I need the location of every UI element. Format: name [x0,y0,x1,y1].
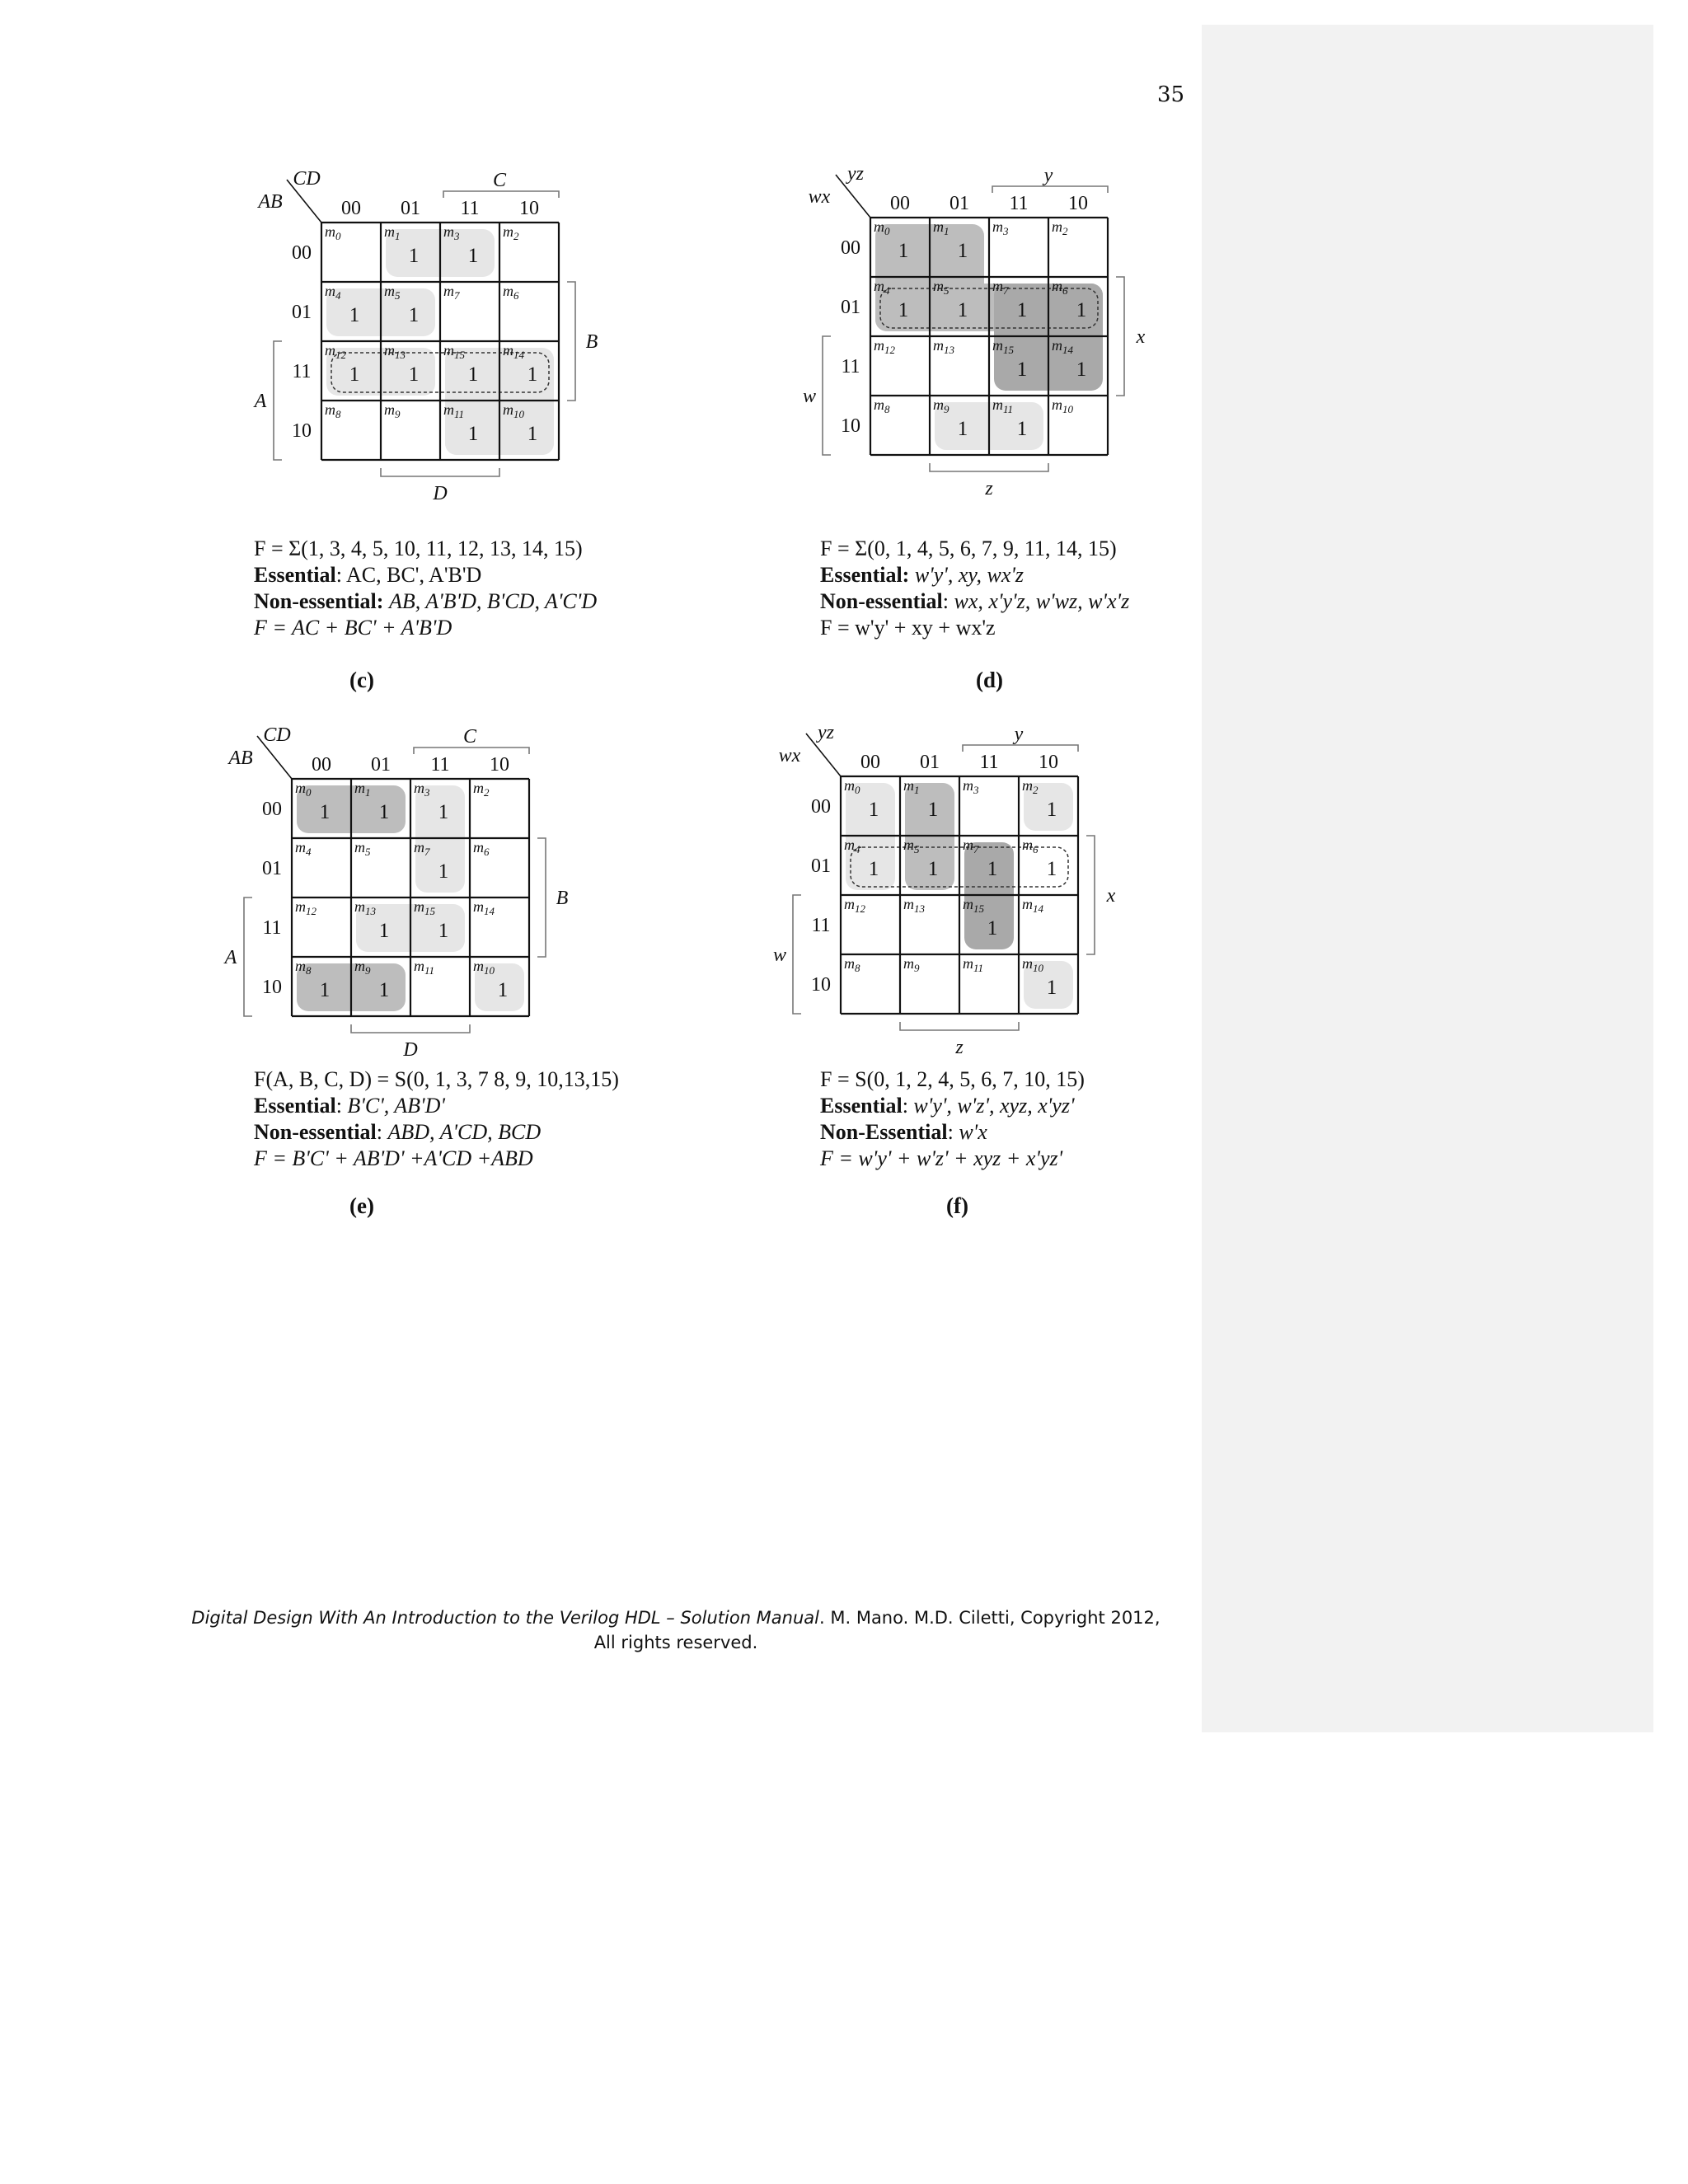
panel-c-col-header-1: 01 [401,198,420,219]
panel-f-formulas [820,1066,1085,1172]
panel-c-minterm-1-1: $m_5$ [384,283,401,302]
panel-d-minterm-1-0: $m_4$ [874,278,890,297]
panel-c-minterm-0-2: $m_3$ [443,223,460,242]
panel-e-row-header-1: 01 [262,858,282,879]
panel-c-line-1: Essential: AC, BC', A'B'D [254,563,482,587]
panel-d-minterm-0-3: $m_2$ [1052,218,1068,237]
panel-f-col-header-3: 10 [1039,752,1058,773]
panel-e-minterm-3-1: $m_9$ [354,958,371,977]
panel-d-cell-value-2-3: 1 [1076,359,1087,381]
panel-f-minterm-0-3: $m_2$ [1022,777,1039,796]
panel-d-row-header-2: 11 [841,356,860,377]
panel-c-line-0: F = Σ(1, 3, 4, 5, 10, 11, 12, 13, 14, 15) [254,537,583,560]
panel-d-row-header-0: 00 [841,237,860,259]
panel-c-minterm-2-2: $m_{15}$ [443,342,465,361]
panel-c-cell-value-1-0: 1 [349,304,360,326]
panel-f-bracket-right [1086,836,1095,954]
panel-f-cell-value-1-3: 1 [1046,858,1057,880]
panel-d-minterm-2-0: $m_{12}$ [874,337,895,356]
panel-c-bracket-left [274,341,282,460]
panel-e-minterm-1-1: $m_5$ [354,839,371,858]
panel-f-line-0: F = S(0, 1, 2, 4, 5, 6, 7, 10, 15) [820,1067,1085,1091]
panel-d-row-var: wx [808,186,831,208]
panel-e-row-header-3: 10 [262,977,282,998]
panel-f-minterm-2-0: $m_{12}$ [844,896,865,915]
panel-d-col-header-3: 10 [1068,193,1088,214]
panel-c-row-header-0: 00 [292,242,312,264]
panel-e-bracket-top [414,748,529,754]
panel-e-bracket-right [537,838,546,957]
footer-rights: All rights reserved. [593,1633,758,1652]
panel-d-bracket-right [1116,277,1124,396]
panel-e-col-header-3: 10 [490,754,509,776]
panel-e-col-header-2: 11 [430,754,450,776]
panel-d-cell-value-1-3: 1 [1076,299,1087,321]
panel-d-minterm-3-2: $m_{11}$ [992,396,1014,415]
panel-f-bracket-top-label: y [1014,724,1024,745]
panel-e-minterm-3-0: $m_8$ [295,958,312,977]
panel-d-cell-value-1-1: 1 [957,299,968,321]
panel-f-minterm-3-3: $m_{10}$ [1022,955,1043,974]
panel-f-row-header-3: 10 [811,974,831,996]
panel-d-minterm-0-2: $m_3$ [992,218,1009,237]
panel-f-minterm-2-1: $m_{13}$ [903,896,925,915]
panel-c-minterm-1-3: $m_6$ [503,283,519,302]
panel-d-bracket-top-label: y [1043,165,1053,186]
panel-d-minterm-0-1: $m_1$ [933,218,950,237]
panel-c-minterm-0-3: $m_2$ [503,223,519,242]
panel-d-minterm-3-1: $m_9$ [933,396,950,415]
panel-f-minterm-0-0: $m_0$ [844,777,860,796]
panel-c-minterm-3-0: $m_8$ [325,401,341,420]
panel-c-minterm-0-1: $m_1$ [384,223,401,242]
panel-d-minterm-2-3: $m_{14}$ [1052,337,1073,356]
panel-e-cell-value-3-1: 1 [378,979,390,1001]
panel-e-cell-value-0-0: 1 [319,801,331,823]
panel-e-cell-value-0-1: 1 [378,801,390,823]
panel-c-row-header-3: 10 [292,420,312,442]
panel-e-col-header-0: 00 [312,754,331,776]
panel-e-row-header-2: 11 [262,917,282,939]
panel-f-row-header-2: 11 [811,915,831,936]
panel-f-row-var: wx [778,745,801,766]
panel-f-row-header-0: 00 [811,796,831,818]
panel-c-cell-value-3-2: 1 [467,423,479,445]
panel-e-line-2: Non-essential: ABD, A'CD, BCD [254,1120,542,1144]
panel-e-minterm-3-2: $m_{11}$ [414,958,435,977]
panel-f-minterm-1-1: $m_5$ [903,837,920,855]
panel-c-row-var: AB [258,191,283,213]
panel-c-bracket-top [443,191,559,198]
page-number: 35 [1157,82,1185,107]
panel-f-bracket-bottom-label: z [955,1037,964,1058]
panel-c-minterm-0-0: $m_0$ [325,223,341,242]
panel-c-minterm-1-0: $m_4$ [325,283,341,302]
panel-d-bracket-right-label: x [1136,326,1146,348]
panel-f-minterm-1-2: $m_7$ [963,837,979,855]
panel-f-col-header-1: 01 [920,752,940,773]
panel-d-col-var: yz [847,163,864,185]
panel-d-cell-value-3-1: 1 [957,418,968,440]
panel-e-row-var: AB [228,748,253,769]
panel-c-minterm-2-0: $m_{12}$ [325,342,346,361]
panel-d-line-1: Essential: w'y', xy, wx'z [820,563,1025,587]
panel-c-col-header-2: 11 [460,198,480,219]
panel-f-line-2: Non-Essential: w'x [820,1120,987,1144]
panel-d-minterm-0-0: $m_0$ [874,218,890,237]
panel-e-line-3: F = B'C' + AB'D' +A'CD +ABD [254,1146,533,1170]
panel-c-bracket-right-label: B [585,331,598,353]
panel-d-minterm-1-2: $m_7$ [992,278,1009,297]
panel-d-col-header-2: 11 [1009,193,1029,214]
panel-e-bracket-left [244,898,252,1016]
panel-f-cell-value-3-3: 1 [1046,977,1057,999]
panel-d-minterm-3-3: $m_{10}$ [1052,396,1073,415]
panel-e-minterm-2-2: $m_{15}$ [414,898,435,917]
panel-d-col-header-1: 01 [950,193,969,214]
panel-f-minterm-2-3: $m_{14}$ [1022,896,1043,915]
panel-e-minterm-3-3: $m_{10}$ [473,958,495,977]
panel-c-col-header-0: 00 [341,198,361,219]
footer-title: Digital Design With An Introduction to the Verilog HDL – Solution Manual [191,1608,819,1628]
panel-f-cell-value-0-0: 1 [868,799,879,821]
panel-d-row-header-1: 01 [841,297,860,318]
panel-f-bracket-left [793,895,801,1014]
panel-c-col-var: CD [293,168,321,190]
panel-d-cell-value-1-2: 1 [1016,299,1028,321]
panel-d-cell-value-2-2: 1 [1016,359,1028,381]
panel-e-caption: (e) [349,1193,374,1218]
panel-d-row-header-3: 10 [841,415,860,437]
panel-e-line-0: F(A, B, C, D) = S(0, 1, 3, 7 8, 9, 10,13,15) [254,1067,619,1091]
panel-d-bracket-left-label: w [802,386,817,407]
panel-e-line-1: Essential: B'C', AB'D' [254,1094,445,1118]
panel-e-minterm-0-0: $m_0$ [295,780,312,799]
panel-f-minterm-3-0: $m_8$ [844,955,860,974]
panel-c-row-header-2: 11 [292,361,312,382]
panel-d-minterm-2-2: $m_{15}$ [992,337,1014,356]
panel-d-cell-value-3-2: 1 [1016,418,1028,440]
panel-f-bracket-right-label: x [1106,885,1116,907]
panel-c-minterm-3-1: $m_9$ [384,401,401,420]
panel-e-minterm-1-0: $m_4$ [295,839,312,858]
panel-e-cell-value-2-2: 1 [438,920,449,942]
panel-e-cell-value-0-2: 1 [438,801,449,823]
panel-e-minterm-2-3: $m_{14}$ [473,898,495,917]
panel-e-minterm-0-1: $m_1$ [354,780,371,799]
panel-f-bracket-bottom [900,1022,1019,1030]
panel-f-minterm-3-1: $m_9$ [903,955,920,974]
panel-e-minterm-1-2: $m_7$ [414,839,430,858]
panel-f-bracket-left-label: w [772,944,787,966]
panel-e-minterm-0-2: $m_3$ [414,780,430,799]
panel-d-caption: (d) [976,668,1003,692]
panel-c-cell-value-1-1: 1 [408,304,420,326]
panel-d-line-0: F = Σ(0, 1, 4, 5, 6, 7, 9, 11, 14, 15) [820,537,1117,560]
panel-d-minterm-1-1: $m_5$ [933,278,950,297]
panel-c-row-header-1: 01 [292,302,312,323]
panel-c-caption: (c) [349,668,374,692]
panel-c-cell-value-0-1: 1 [408,245,420,267]
panel-f-minterm-1-3: $m_6$ [1022,837,1039,855]
panel-c-line-3: F = AC + BC' + A'B'D [254,616,452,640]
panel-e-bracket-left-label: A [224,947,237,968]
panel-e-cell-value-3-3: 1 [497,979,509,1001]
panel-c-col-header-3: 10 [519,198,539,219]
panel-e-minterm-1-3: $m_6$ [473,839,490,858]
panel-e-cell-value-1-2: 1 [438,860,449,883]
panel-c-line-2: Non-essential: AB, A'B'D, B'CD, A'C'D [254,589,598,613]
panel-c-cell-value-3-3: 1 [527,423,538,445]
panel-d-cell-value-0-1: 1 [957,240,968,262]
panel-c-cell-value-2-1: 1 [408,363,420,386]
panel-f-cell-value-1-1: 1 [927,858,939,880]
panel-d-bracket-left [823,336,831,455]
panel-c-formulas [254,536,597,641]
panel-e-cell-value-3-0: 1 [319,979,331,1001]
panel-f-col-var: yz [818,722,834,743]
panel-e-bracket-top-label: C [462,726,477,748]
panel-d-bracket-bottom-label: z [985,478,993,499]
panel-f-row-header-1: 01 [811,855,831,877]
panel-f-cell-value-1-0: 1 [868,858,879,880]
panel-d-line-3: F = w'y' + xy + wx'z [820,616,996,640]
panel-f-line-1: Essential: w'y', w'z', xyz, x'yz' [820,1094,1075,1118]
panel-c-minterm-2-1: $m_{13}$ [384,342,406,361]
panel-c-minterm-3-3: $m_{10}$ [503,401,524,420]
panel-c-minterm-3-2: $m_{11}$ [443,401,465,420]
panel-d-col-header-0: 00 [890,193,910,214]
panel-e-bracket-right-label: B [556,888,569,909]
panel-f-minterm-2-2: $m_{15}$ [963,896,984,915]
panel-f-col-header-2: 11 [979,752,999,773]
panel-d-bracket-bottom [930,463,1048,471]
panel-d-minterm-1-3: $m_6$ [1052,278,1068,297]
panel-c-cell-value-2-0: 1 [349,363,360,386]
panel-f-cell-value-0-1: 1 [927,799,939,821]
panel-e-col-header-1: 01 [371,754,391,776]
panel-f-minterm-1-0: $m_4$ [844,837,860,855]
panel-e-cell-value-2-1: 1 [378,920,390,942]
panel-d-formulas [820,536,1129,641]
panel-e-minterm-0-3: $m_2$ [473,780,490,799]
panel-e-row-header-0: 00 [262,799,282,820]
footer-credits: . M. Mano. M.D. Ciletti, Copyright 2012, [819,1608,1160,1628]
panel-f-caption: (f) [946,1193,968,1218]
panel-d-minterm-2-1: $m_{13}$ [933,337,954,356]
page-footer [124,1605,1228,1655]
panel-f-minterm-0-2: $m_3$ [963,777,979,796]
panel-f-line-3: F = w'y' + w'z' + xyz + x'yz' [820,1146,1063,1170]
panel-c-cell-value-2-2: 1 [467,363,479,386]
panel-c-bracket-bottom [381,468,499,476]
panel-d-bracket-top [992,186,1108,193]
panel-f-cell-value-2-2: 1 [987,917,998,940]
panel-f-cell-value-0-3: 1 [1046,799,1057,821]
panel-d-minterm-3-0: $m_8$ [874,396,890,415]
panel-d-cell-value-1-0: 1 [898,299,909,321]
panel-c-minterm-1-2: $m_7$ [443,283,460,302]
panel-c-bracket-left-label: A [254,391,267,412]
panel-f-col-header-0: 00 [860,752,880,773]
panel-e-col-var: CD [263,724,291,746]
panel-c-bracket-right [567,282,575,401]
panel-c-bracket-bottom-label: D [433,483,448,504]
panel-c-minterm-2-3: $m_{14}$ [503,342,524,361]
panel-f-minterm-0-1: $m_1$ [903,777,920,796]
panel-f-cell-value-1-2: 1 [987,858,998,880]
panel-e-formulas [254,1066,619,1172]
panel-f-bracket-top [963,745,1078,752]
panel-e-bracket-bottom [351,1024,470,1033]
panel-d-cell-value-0-0: 1 [898,240,909,262]
panel-c-cell-value-2-3: 1 [527,363,538,386]
panel-f-minterm-3-2: $m_{11}$ [963,955,984,974]
panel-c-bracket-top-label: C [492,170,507,191]
panel-e-bracket-bottom-label: D [403,1039,418,1061]
panel-c-cell-value-0-2: 1 [467,245,479,267]
panel-e-minterm-2-0: $m_{12}$ [295,898,316,917]
panel-e-minterm-2-1: $m_{13}$ [354,898,376,917]
panel-d-line-2: Non-essential: wx, x'y'z, w'wz, w'x'z [820,589,1130,613]
